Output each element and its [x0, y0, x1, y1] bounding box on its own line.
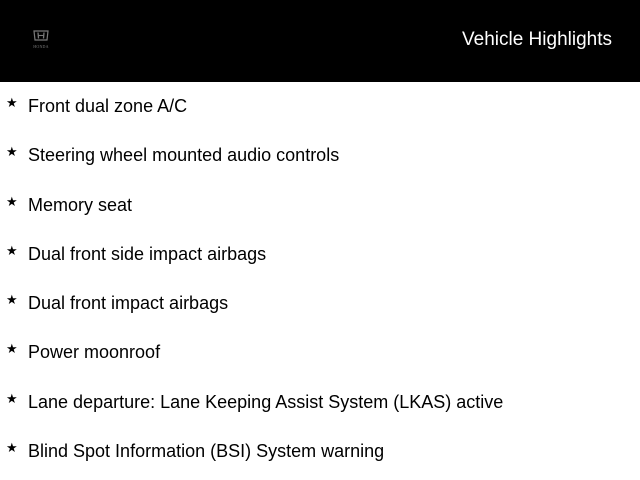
- star-icon: ★: [6, 293, 18, 309]
- list-item: [0, 132, 640, 181]
- star-icon: ★: [6, 96, 18, 111]
- star-icon: ★: [6, 194, 18, 210]
- star-icon: ★: [6, 145, 18, 161]
- highlight-label: Memory seat: [28, 194, 133, 215]
- highlight-label: Lane departure: Lane Keeping Assist System (LKAS) active: [28, 391, 504, 412]
- highlight-label: Power moonroof: [28, 342, 161, 363]
- highlight-label: Dual front impact airbags: [28, 293, 229, 314]
- list-item: [0, 379, 640, 428]
- highlight-label: Dual front side impact airbags: [28, 243, 267, 264]
- star-icon: ★: [6, 441, 18, 457]
- list-item: [0, 83, 640, 132]
- list-item: [0, 428, 640, 477]
- star-icon: ★: [6, 342, 18, 358]
- list-item: [0, 329, 640, 378]
- star-icon: ★: [6, 391, 18, 407]
- highlight-label: Steering wheel mounted audio controls: [28, 145, 340, 166]
- highlights-list: [0, 83, 640, 477]
- highlight-label: Blind Spot Information (BSI) System warning: [28, 441, 385, 462]
- star-icon: ★: [6, 243, 18, 259]
- list-item: [0, 231, 640, 280]
- list-item: [0, 182, 640, 231]
- page-title: Vehicle Highlights: [462, 29, 612, 50]
- header-bar: [0, 0, 640, 82]
- brand-text: HONDA: [33, 44, 49, 49]
- list-item: [0, 280, 640, 329]
- highlight-label: Front dual zone A/C: [28, 96, 188, 116]
